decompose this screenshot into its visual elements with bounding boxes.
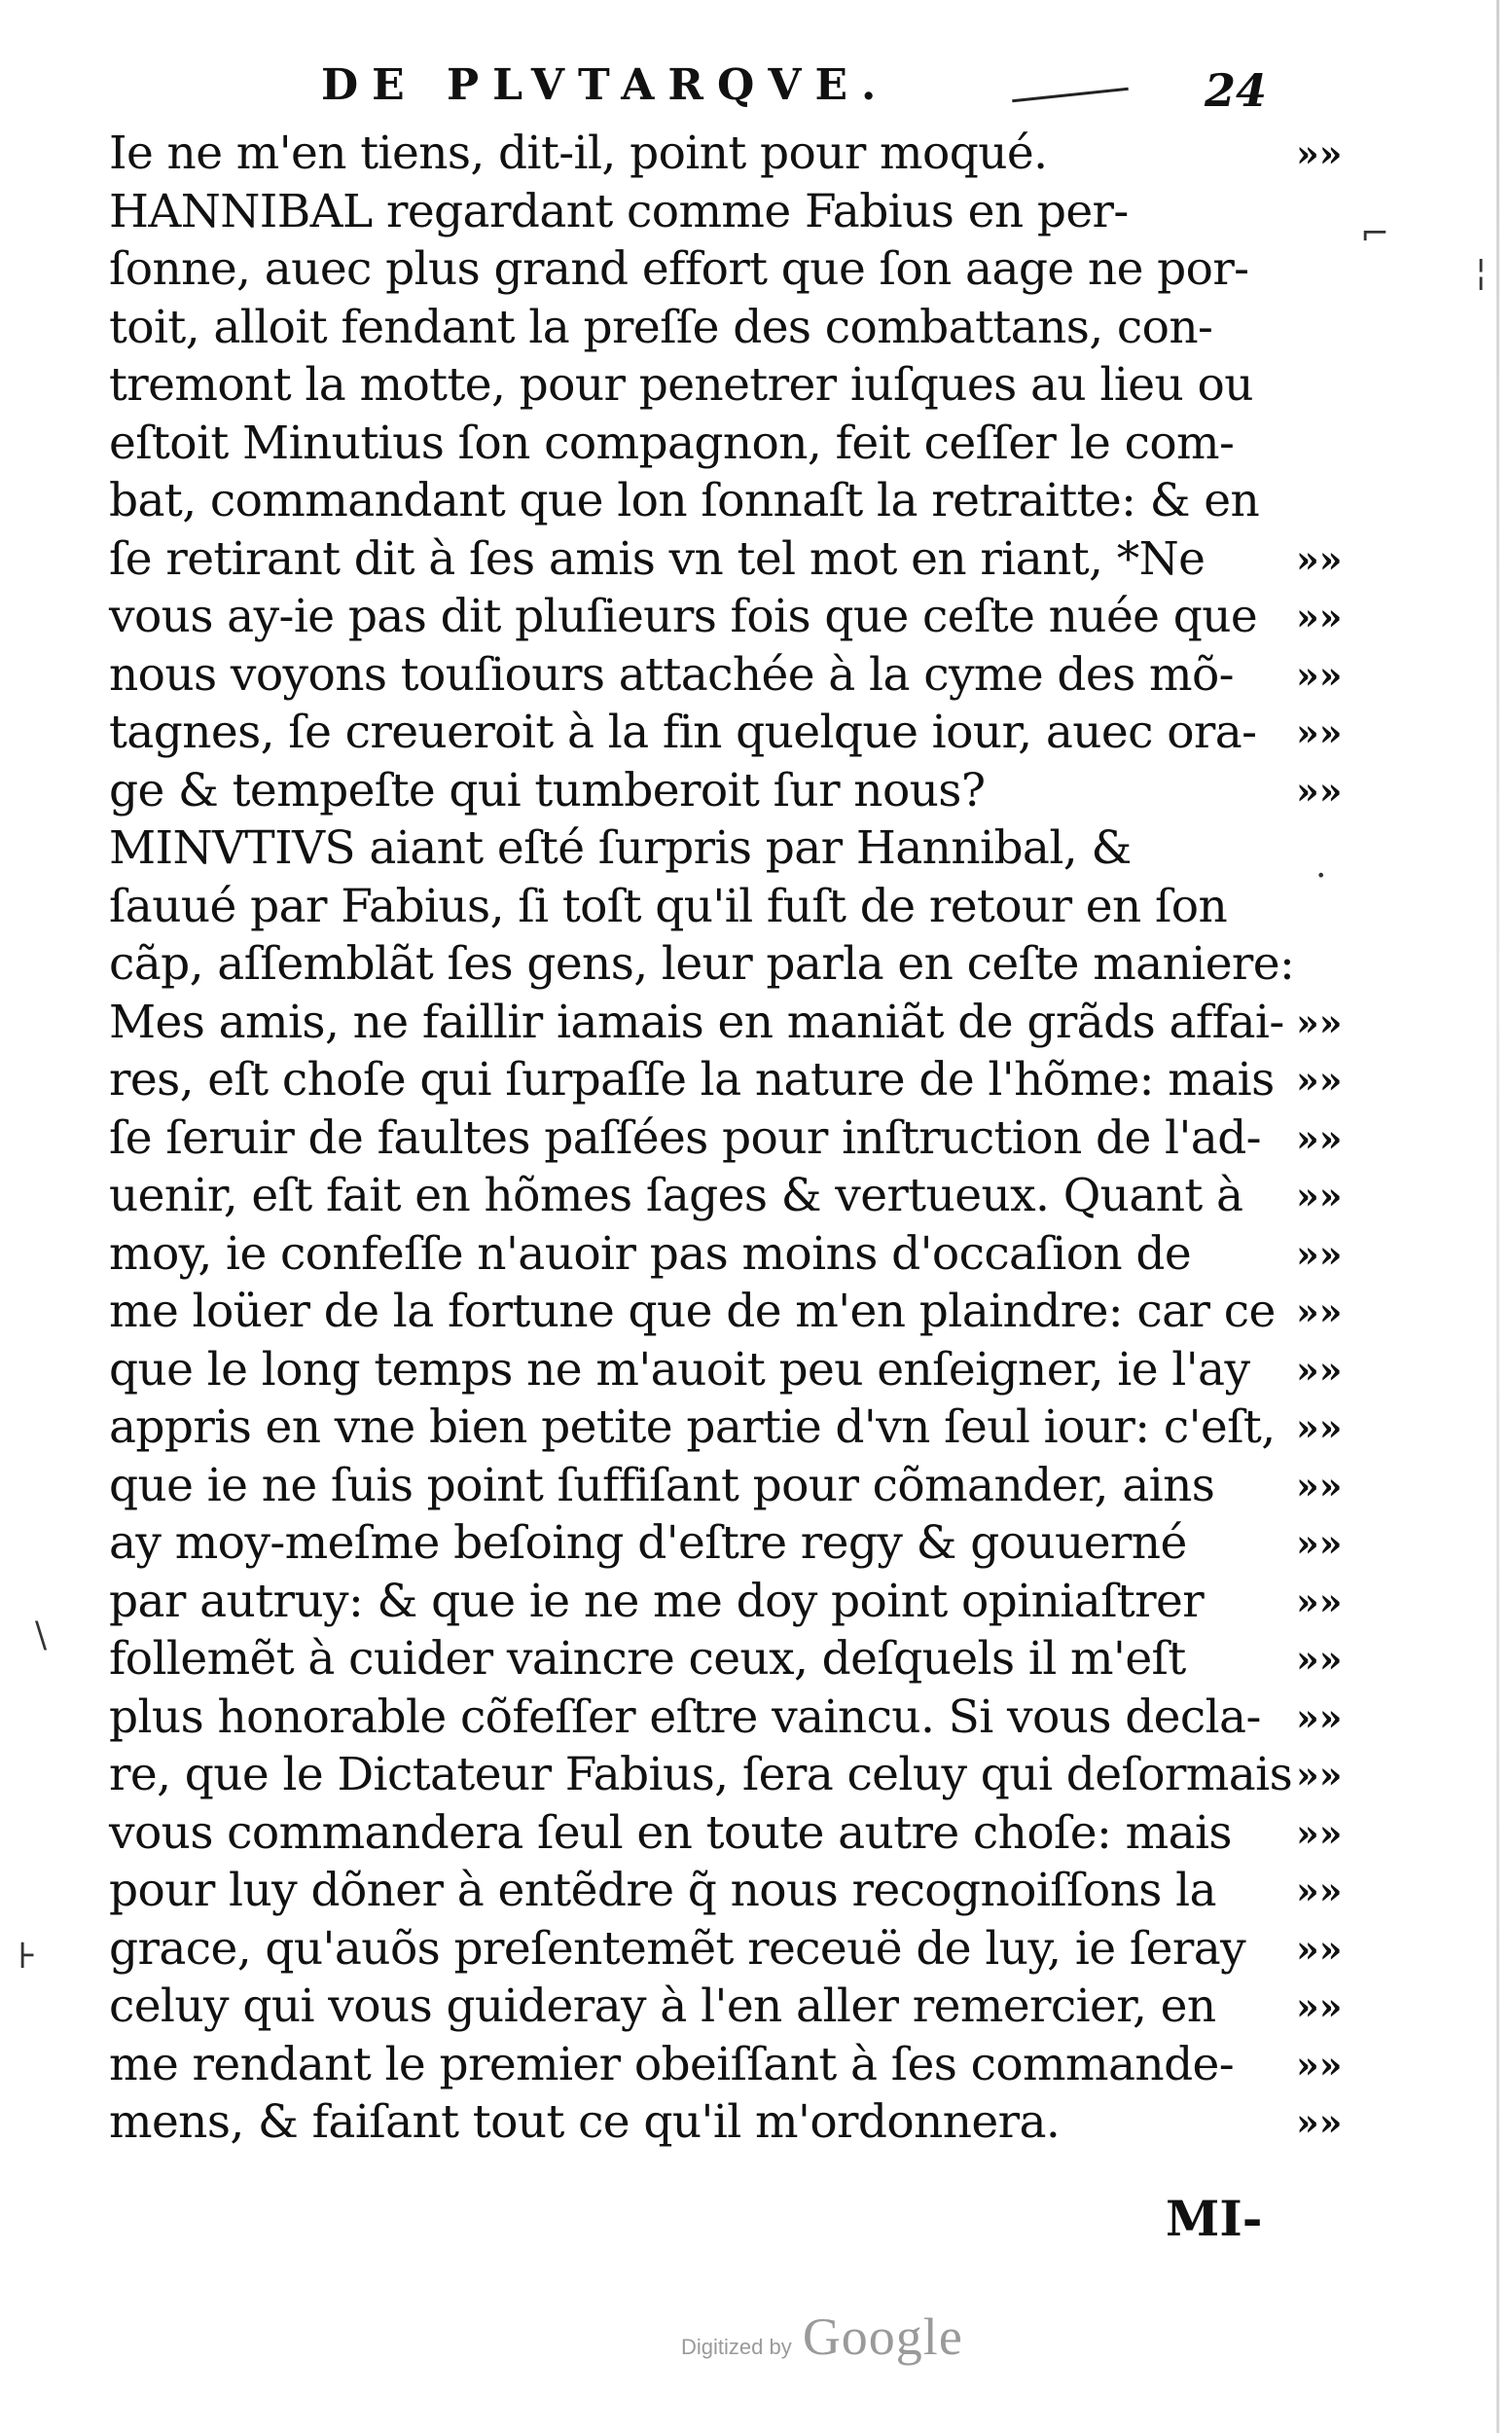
quote-mark: »» [1296, 768, 1343, 813]
quote-mark [1296, 415, 1364, 473]
quote-mark: »» [1296, 2100, 1343, 2144]
text-line: HANNIBAL regardant comme Fabius en per- [109, 184, 1129, 238]
text-line: me loüer de la fortune que de m'en plaindre: car ce [109, 1285, 1276, 1338]
text-line: ſe retirant dit à ſes amis vn tel mot en riant, *Ne [109, 531, 1206, 586]
header-rule-mark [1012, 88, 1129, 103]
text-line: tremont la motte, pour penetrer iuſques au lieu ou [109, 358, 1253, 412]
running-head: DE PLVTARQVE. [321, 60, 890, 110]
text-line: bat, commandant que lon ſonnaſt la retraitte: & en [109, 474, 1260, 527]
quote-mark: »» [1296, 1174, 1343, 1217]
quote-mark: »» [1296, 1926, 1343, 1971]
page-edge-shadow [1496, 0, 1499, 2433]
margin-ink-mark: ¦ [1475, 253, 1488, 293]
quote-mark [1296, 935, 1364, 994]
quote-mark [1296, 819, 1364, 878]
quote-mark [1296, 240, 1364, 299]
text-line: MINVTIVS aiant eſté ſurpris par Hannibal, & [109, 821, 1132, 875]
quote-mark: »» [1296, 1810, 1343, 1855]
text-line: eſtoit Minutius ſon compagnon, feit ceſſer le com- [109, 416, 1235, 470]
catchword: MI- [1166, 2190, 1263, 2247]
quote-mark: »» [1296, 1869, 1343, 1912]
digitized-by-google-watermark [681, 2306, 963, 2367]
text-line: plus honorable cõfeſſer eſtre vaincu. Si vous decla- [109, 1689, 1261, 1744]
margin-ink-mark: ⌐ [1360, 214, 1390, 254]
quote-mark: »» [1296, 595, 1343, 638]
quote-mark [1296, 183, 1364, 241]
quote-mark: »» [1296, 1231, 1343, 1276]
google-logo: Google [802, 2307, 963, 2366]
text-line: par autruy: & que ie ne me doy point opiniaſtrer [109, 1574, 1205, 1628]
text-line: pour luy dõner à entẽdre q̃ nous recognoiſſons la [109, 1864, 1216, 1917]
page-number: 24 [1205, 64, 1268, 117]
text-line: ge & tempeſte qui tumberoit ſur nous? [109, 763, 986, 817]
text-line: que le long temps ne m'auoit peu enſeigner, ie l'ay [109, 1342, 1250, 1397]
quote-mark: »» [1296, 710, 1343, 754]
text-line: celuy qui vous guideray à l'en aller remercier, en [109, 1979, 1216, 2033]
text-line: vous ay-ie pas dit pluſieurs fois que ceſte nuée que [109, 590, 1258, 643]
quote-mark [1296, 299, 1364, 357]
text-line: cãp, aſſemblãt ſes gens, leur parla en ceſte maniere: [109, 937, 1295, 991]
text-line: toit, alloit fendant la preſſe des combattans, con- [109, 300, 1213, 354]
margin-ink-mark: \ [35, 1616, 48, 1655]
text-line: moy, ie confeſſe n'auoir pas moins d'occaſion de [109, 1226, 1192, 1281]
quote-mark [1296, 472, 1364, 530]
text-line: grace, qu'auõs preſentemẽt receuë de luy, ie ſeray [109, 1921, 1246, 1976]
text-line: uenir, eſt fait en hõmes ſages & vertueux. Quant à [109, 1169, 1243, 1222]
body-text [109, 125, 1295, 2152]
text-line: re, que le Dictateur Fabius, ſera celuy qui deſormais [109, 1748, 1293, 1801]
quote-mark: »» [1296, 1984, 1343, 2028]
text-line: appris en vne bien petite partie d'vn ſeul iour: c'eſt, [109, 1400, 1276, 1454]
text-line: ſauué par Fabius, ſi toſt qu'il fuſt de retour en ſon [109, 879, 1228, 933]
quote-mark: »» [1296, 1579, 1343, 1623]
quote-mark: »» [1296, 1463, 1343, 1507]
quote-mark: »» [1296, 999, 1343, 1044]
quote-mark: »» [1296, 1753, 1343, 1797]
text-line: mens, & faiſant tout ce qu'il m'ordonnera. [109, 2095, 1061, 2149]
text-line: ſe ſeruir de faultes paſſées pour inſtruction de l'ad- [109, 1110, 1261, 1165]
quote-mark: »» [1296, 1347, 1343, 1392]
text-line: Ie ne m'en tiens, dit-il, point pour moqué. [109, 127, 1048, 180]
quote-mark: »» [1296, 1521, 1343, 1565]
margin-ink-mark: ⊦ [18, 1937, 38, 1977]
watermark-digitized-text: Digitized by [681, 2335, 792, 2359]
quote-mark: »» [1296, 1058, 1343, 1102]
quote-mark [1296, 356, 1364, 415]
text-line: tagnes, ſe creueroit à la fin quelque iour, auec ora- [109, 706, 1257, 759]
quote-mark: »» [1296, 652, 1343, 697]
quote-mark: »» [1296, 1115, 1343, 1160]
quote-mark: »» [1296, 1637, 1343, 1681]
quote-mark: »» [1296, 1405, 1343, 1449]
text-line: follemẽt à cuider vaincre ceux, deſquels il m'eſt [109, 1632, 1186, 1686]
text-line: res, eſt choſe qui ſurpaſſe la nature de l'hõme: mais [109, 1053, 1275, 1107]
quote-mark: »» [1296, 2042, 1343, 2087]
quote-mark: »» [1296, 1289, 1343, 1333]
quote-mark: »» [1296, 131, 1343, 175]
quote-mark: »» [1296, 1694, 1343, 1739]
text-line: ay moy-meſme beſoing d'eſtre regy & gouuerné [109, 1516, 1187, 1570]
text-line: que ie ne ſuis point ſuffiſant pour cõmander, ains [109, 1458, 1215, 1512]
text-line: me rendant le premier obeiſſant à ſes commande- [109, 2037, 1235, 2091]
quote-mark: »» [1296, 536, 1343, 581]
quote-mark [1296, 878, 1364, 936]
text-line: vous commandera ſeul en toute autre choſe: mais [109, 1805, 1232, 1860]
margin-quote-marks [1296, 125, 1364, 2152]
text-line: nous voyons touſiours attachée à la cyme des mõ- [109, 647, 1234, 702]
margin-ink-mark: · [1315, 856, 1327, 896]
text-line: ſonne, auec plus grand effort que ſon aage ne por- [109, 242, 1249, 296]
text-line: Mes amis, ne faillir iamais en maniãt de grãds affai- [109, 995, 1284, 1049]
